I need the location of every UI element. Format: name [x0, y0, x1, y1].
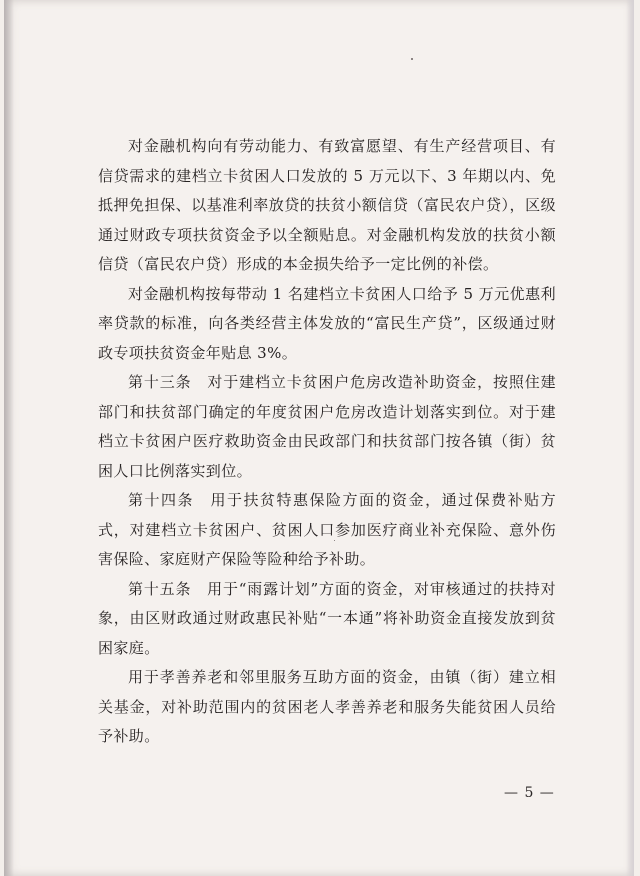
- paragraph-article-15: 第十五条 用于“雨露计划”方面的资金，对审核通过的扶持对象，由区财政通过财政惠民补贴“一本通”将补助资金直接发放到贫困家庭。: [98, 579, 556, 657]
- paragraph-small-loan-interest: 对金融机构向有劳动能力、有致富愿望、有生产经营项目、有信贷需求的建档立卡贫困人口发放的 5 万元以下、3 年期以内、免抵押免担保、以基准利率放贷的扶贫小额信贷（富民农户贷），区级通过财政专项扶贫资金予以全额贴息。对金融机构发放的扶贫小额信贷（富民农户贷）形成的本金损失给予一定比例的补偿。: [98, 137, 556, 273]
- binding-shadow: [4, 0, 14, 876]
- paragraph-production-loan: 对金融机构按每带动 1 名建档立卡贫困人口给予 5 万元优惠利率贷款的标准，向各类经营主体发放的“富民生产贷”，区级通过财政专项扶贫资金年贴息 3%。: [98, 284, 556, 362]
- paper-speck: [411, 58, 413, 60]
- edge-shadow: [626, 0, 634, 876]
- document-body: [98, 132, 556, 752]
- paper-sheet: [4, 0, 634, 876]
- paragraph-article-13: 第十三条 对于建档立卡贫困户危房改造补助资金，按照住建部门和扶贫部门确定的年度贫困户危房改造计划落实到位。对于建档立卡贫困户医疗救助资金由民政部门和扶贫部门按各镇（街）贫困人口比例落实到位。: [98, 373, 556, 480]
- paragraph-elderly-care: 用于孝善养老和邻里服务互助方面的资金，由镇（街）建立相关基金，对补助范围内的贫困老人孝善养老和服务失能贫困人员给予补助。: [98, 668, 556, 745]
- page-number: — 5 —: [504, 785, 555, 801]
- paragraph-article-14: 第十四条 用于扶贫特惠保险方面的资金，通过保费补贴方式，对建档立卡贫困户、贫困人口参加医疗商业补充保险、意外伤害保险、家庭财产保险等险种给予补助。: [98, 491, 556, 568]
